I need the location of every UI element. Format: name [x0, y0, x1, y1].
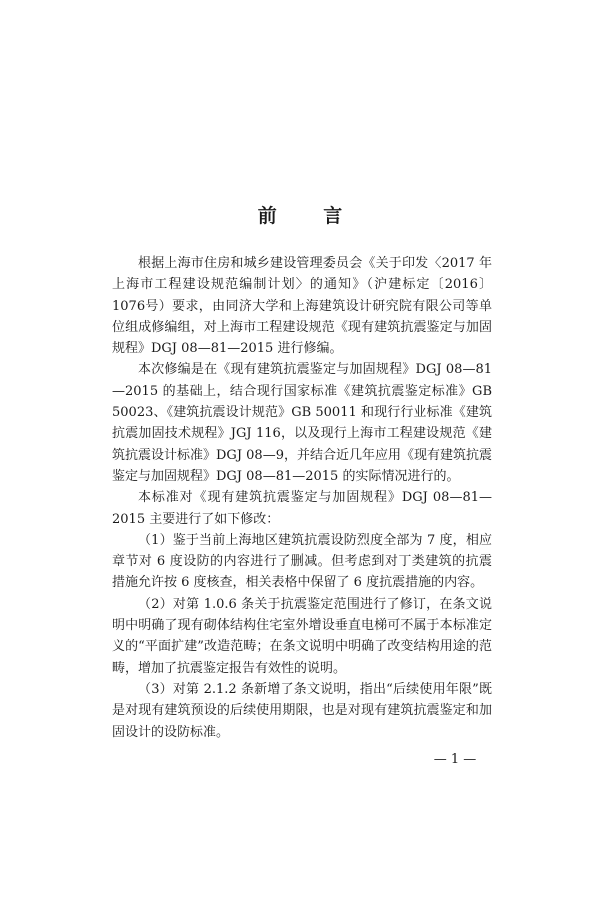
page-title: 前 言	[257, 204, 363, 227]
paragraph-background: 根据上海市住房和城乡建设管理委员会《关于印发〈2017 年上海市工程建设规范编制计划〉的通知》（沪建标定〔2016〕1076号）要求，由同济大学和上海建筑设计研究院有限公司等单位组成修编组，对上海市工程建设规范《现有建筑抗震鉴定与加固规程》DGJ 08—81—2015 进行修编。	[112, 256, 492, 357]
paragraph-item-1: （1）鉴于当前上海地区建筑抗震设防烈度全部为 7 度，相应章节对 6 度设防的内容进行了删减。但考虑到对丁类建筑的抗震措施允许按 6 度核查，相关表格中保留了 6 度抗震措施的内容。	[112, 532, 492, 591]
page-number: — 1 —	[433, 752, 477, 767]
paragraph-item-2: （2）对第 1.0.6 条关于抗震鉴定范围进行了修订，在条文说明中明确了现有砌体结构住宅室外增设垂直电梯可不属于本标准定义的“平面扩建”改造范畴；在条文说明中明确了改变结构用途的范畴，增加了抗震鉴定报告有效性的说明。	[112, 596, 492, 676]
paragraph-basis: 本次修编是在《现有建筑抗震鉴定与加固规程》DGJ 08—81—2015 的基础上，结合现行国家标准《建筑抗震鉴定标准》GB 50023、《建筑抗震设计规范》GB 50011 和现行行业标准《建筑抗震加固技术规程》JGJ 116，以及现行上海市工程建设规范《建筑抗震设计标准》DGJ 08—9，并结合近几年应用《现有建筑抗震鉴定与加固规程》DGJ 08—81—2015 的实际情况进行的。	[112, 362, 492, 484]
paragraph-item-3: （3）对第 2.1.2 条新增了条文说明，指出“后续使用年限”既是对现有建筑预设的后续使用期限，也是对现有建筑抗震鉴定和加固设计的设防标准。	[112, 681, 492, 740]
paragraph-summary: 本标准对《现有建筑抗震鉴定与加固规程》DGJ 08—81—2015 主要进行了如下修改：	[112, 490, 492, 527]
document-body	[112, 253, 492, 743]
